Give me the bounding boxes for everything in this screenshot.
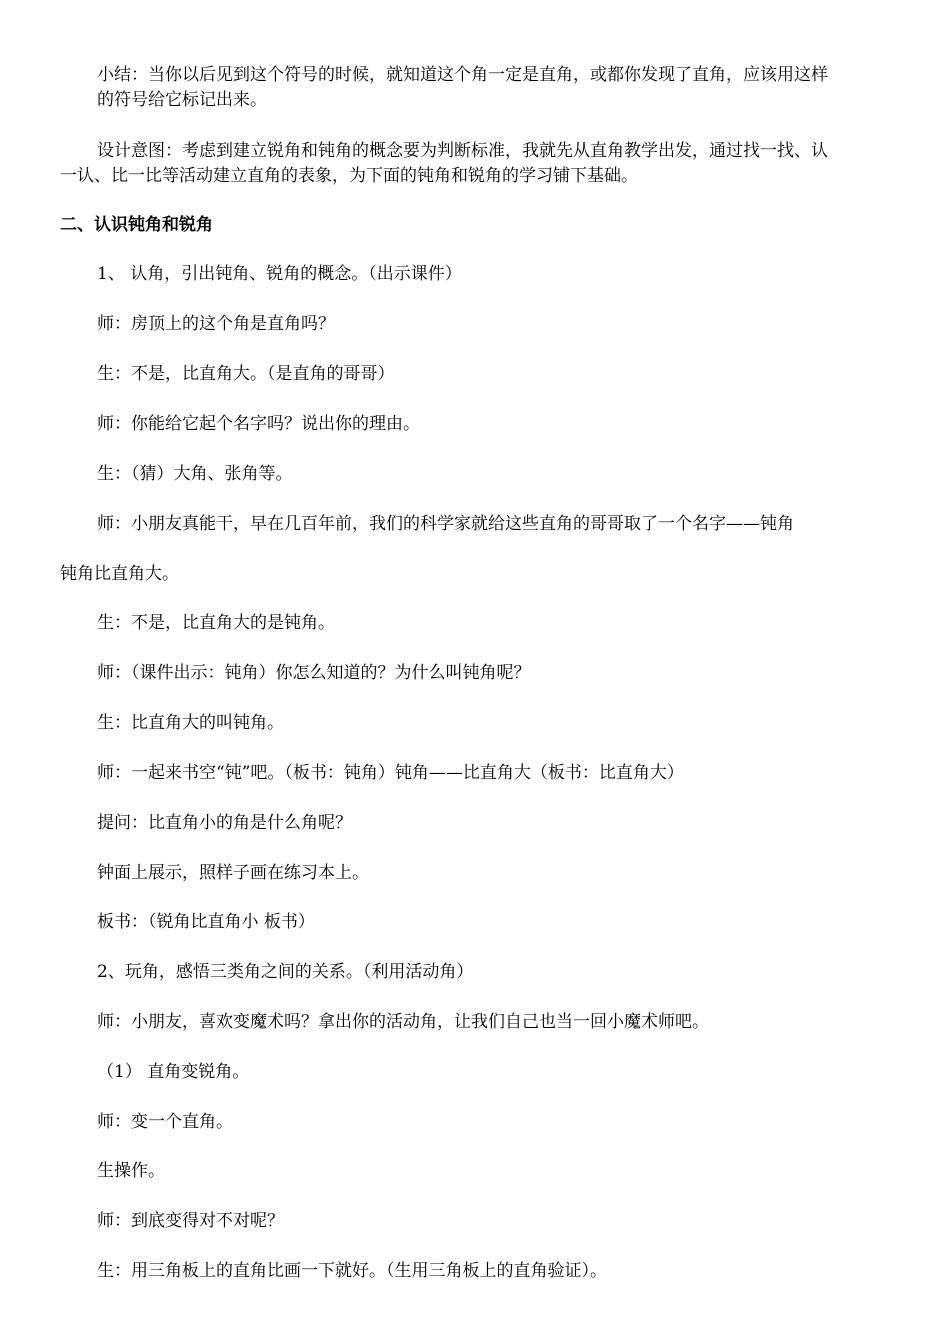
summary-line-1: 小结：当你以后见到这个符号的时候，就知道这个角一定是直角，或都你发现了直角，应该用这样 [97,65,828,85]
paragraph: 生：不是，比直角大。（是直角的哥哥） [97,364,395,384]
section-title: 二、认识钝角和锐角 [60,215,213,235]
paragraph: 2、玩角，感悟三类角之间的关系。（利用活动角） [97,962,474,982]
paragraph: 生：用三角板上的直角比画一下就好。（生用三角板上的直角验证）。 [97,1261,607,1281]
paragraph: 师：（课件出示：钝角）你怎么知道的？为什么叫钝角呢？ [97,663,531,683]
design-intent-line-1: 设计意图：考虑到建立锐角和钝角的概念要为判断标准，我就先从直角教学出发，通过找一找、认 [97,141,828,161]
paragraph: 师：到底变得对不对呢？ [97,1211,284,1231]
paragraph: 生：不是，比直角大的是钝角。 [97,613,335,633]
paragraph: 提问：比直角小的角是什么角呢？ [97,813,352,833]
paragraph: 师：小朋友真能干，早在几百年前，我们的科学家就给这些直角的哥哥取了一个名字——钝角 [97,514,794,534]
paragraph: 1、 认角，引出钝角、锐角的概念。（出示课件） [97,264,462,284]
paragraph: 师：小朋友，喜欢变魔术吗？拿出你的活动角，让我们自己也当一回小魔术师吧。 [97,1012,709,1032]
paragraph: （1） 直角变锐角。 [97,1062,250,1082]
paragraph: 钟面上展示，照样子画在练习本上。 [97,863,369,883]
paragraph: 生：（猜）大角、张角等。 [97,464,293,484]
paragraph: 生操作。 [97,1161,165,1181]
paragraph: 师：你能给它起个名字吗？说出你的理由。 [97,414,420,434]
paragraph: 师：房顶上的这个角是直角吗？ [97,314,335,334]
design-intent-line-2: 一认、比一比等活动建立直角的表象，为下面的钝角和锐角的学习铺下基础。 [60,166,638,186]
paragraph: 钝角比直角大。 [60,564,179,584]
summary-line-2: 的符号给它标记出来。 [97,90,267,110]
paragraph: 生：比直角大的叫钝角。 [97,713,284,733]
paragraph: 板书：（锐角比直角小 板书） [97,912,315,932]
paragraph: 师：变一个直角。 [97,1112,233,1132]
paragraph: 师：一起来书空“钝”吧。（板书：钝角）钝角——比直角大（板书：比直角大） [97,763,684,783]
